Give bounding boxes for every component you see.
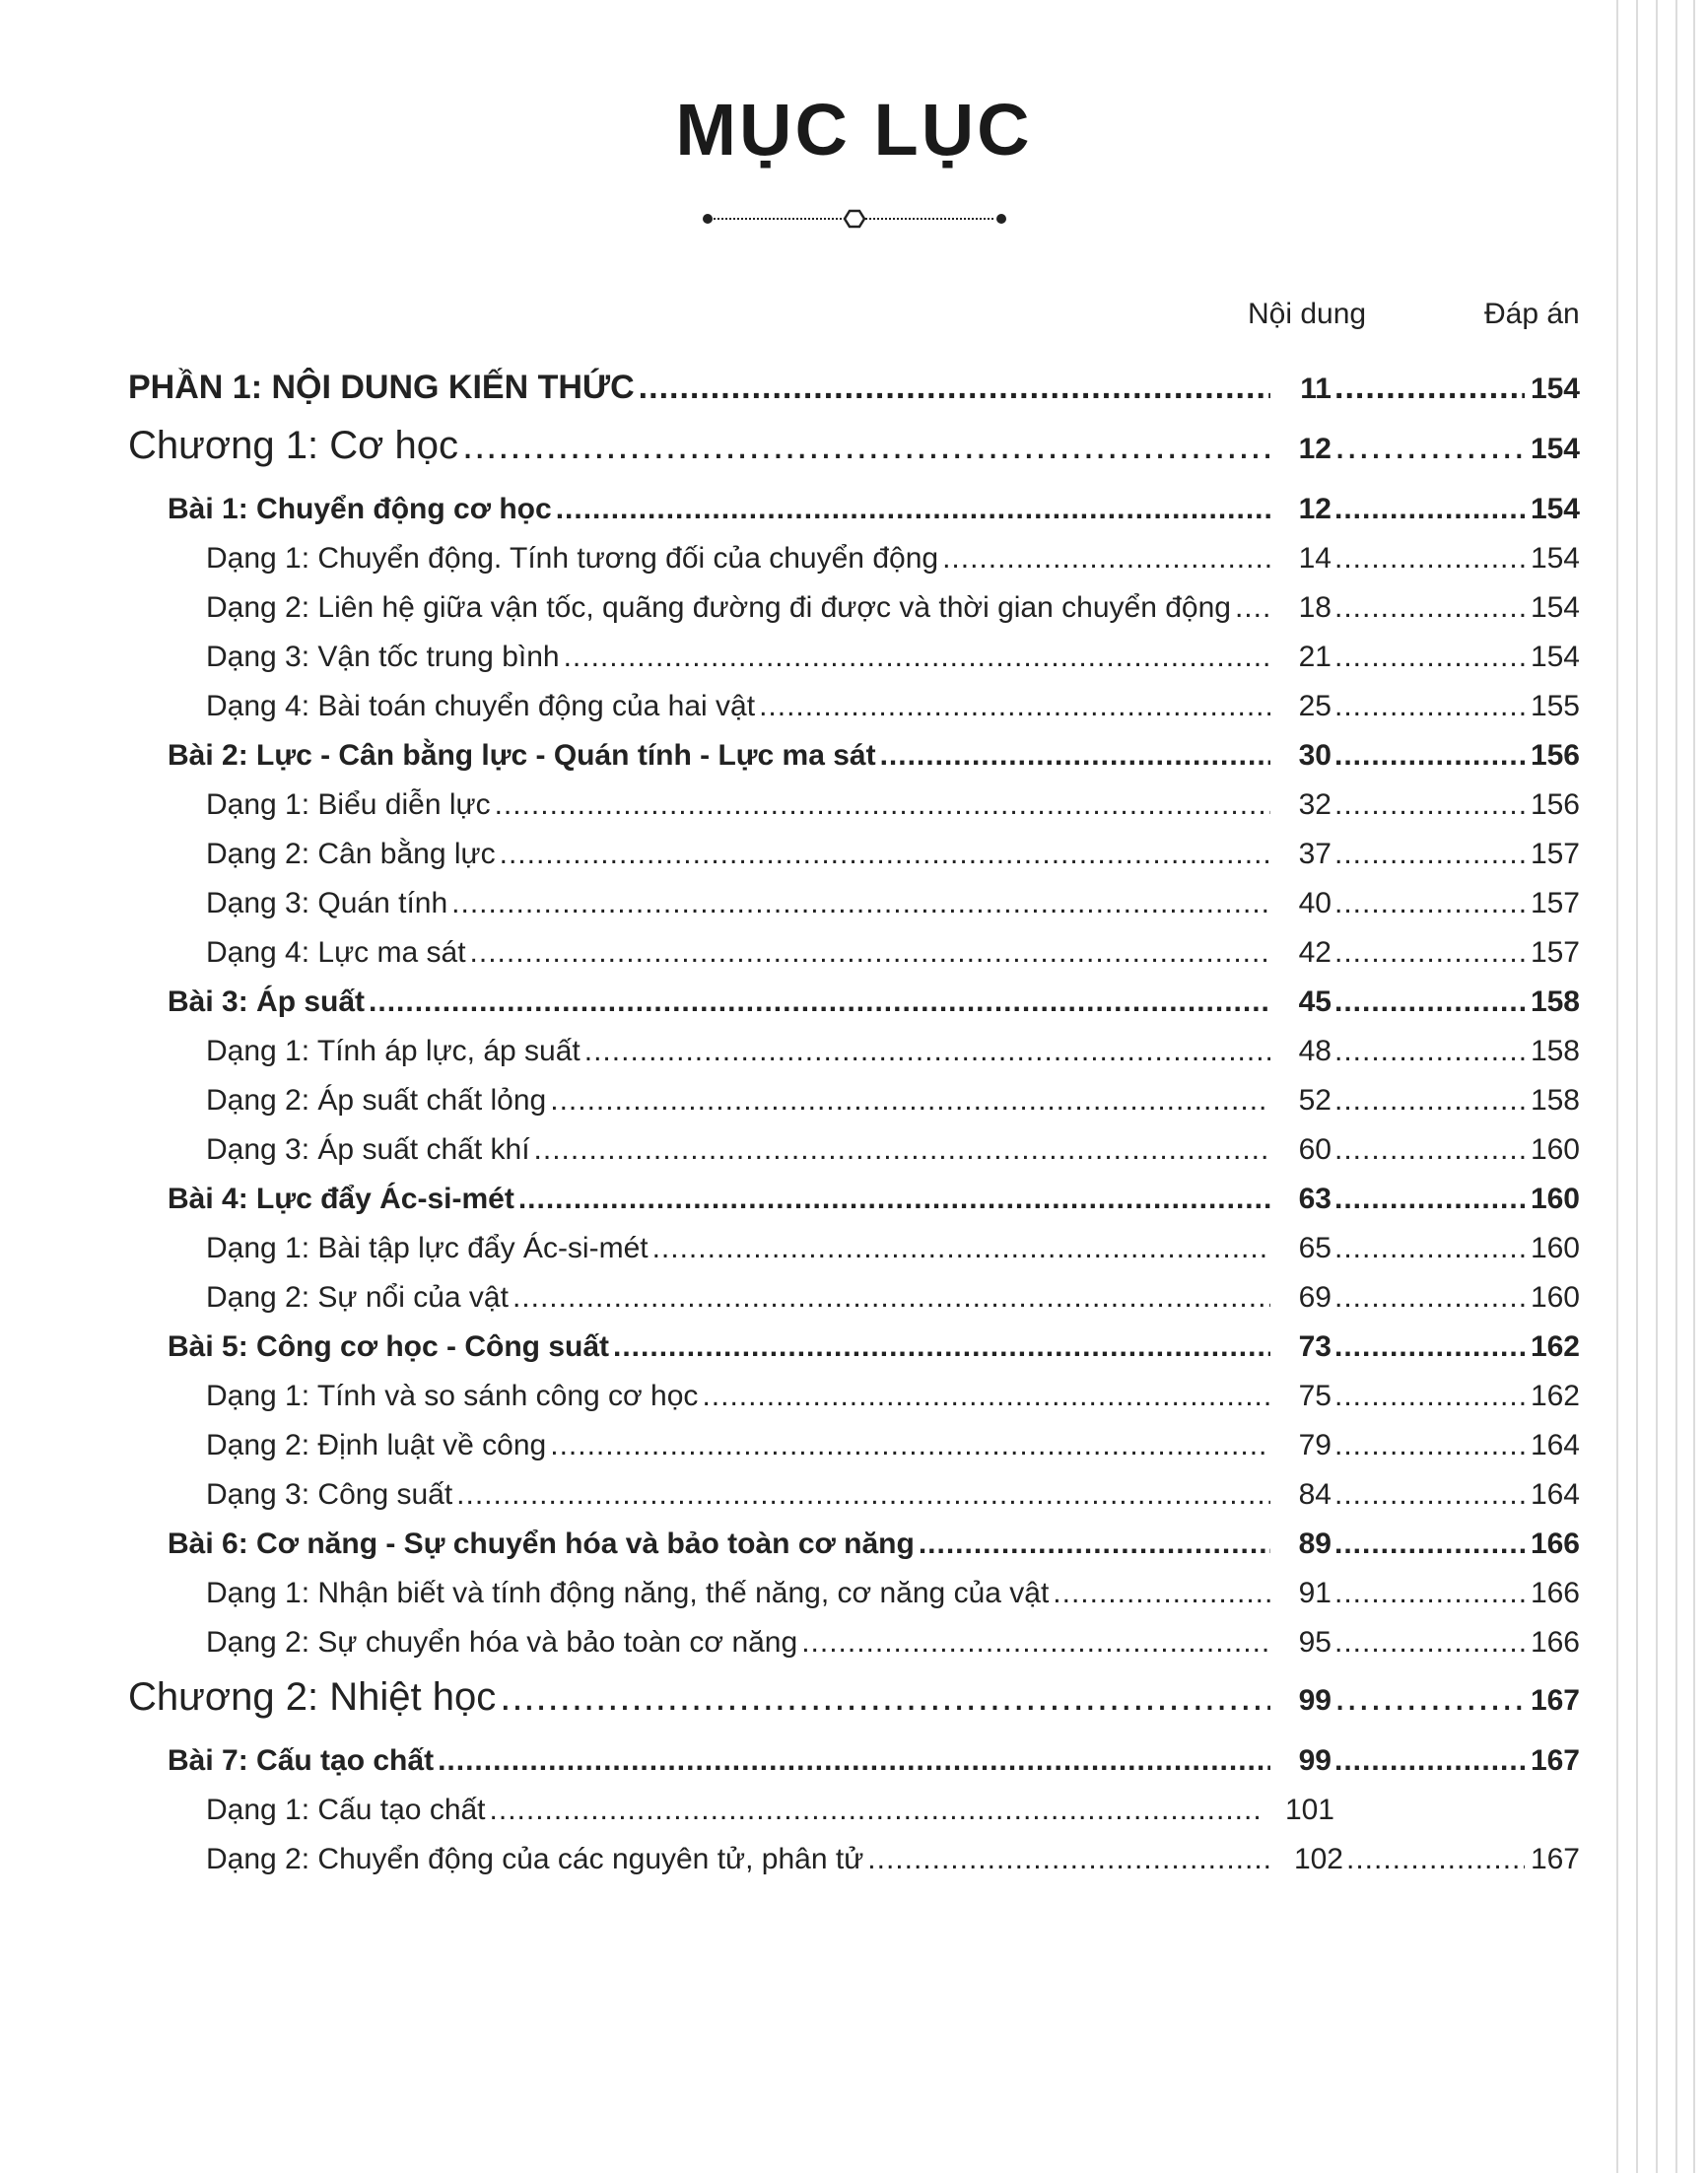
dot-leader (1334, 1744, 1525, 1778)
toc-entry-page: 73 (1298, 1330, 1332, 1363)
dot-leader (550, 1429, 1270, 1462)
dot-leader (1334, 788, 1525, 822)
toc-entry-form[interactable] (206, 1084, 1580, 1118)
toc-entry-lesson[interactable] (168, 1330, 1580, 1364)
toc-entry-title: Dạng 3: Quán tính (206, 887, 448, 919)
dot-leader (1334, 887, 1525, 920)
toc-entry-page: 60 (1298, 1133, 1332, 1166)
toc-entry-title: Bài 3: Áp suất (168, 985, 366, 1018)
toc-entry-title: Dạng 2: Sự chuyển hóa và bảo toàn cơ năng (206, 1626, 798, 1659)
toc-entry-form[interactable] (206, 1429, 1580, 1462)
dot-leader (639, 369, 1270, 407)
toc-entry-answer-page: 162 (1530, 1380, 1580, 1412)
toc-entry-form[interactable] (206, 1577, 1580, 1610)
toc-entry-title: Dạng 4: Bài toán chuyển động của hai vật (206, 690, 756, 722)
toc-entry-title: PHẦN 1: NỘI DUNG KIẾN THỨC (128, 369, 635, 406)
toc-entry-form[interactable] (206, 936, 1580, 970)
dot-leader (518, 1183, 1270, 1216)
toc-entry-form[interactable] (206, 788, 1580, 822)
dot-leader (1346, 1843, 1525, 1876)
toc-entry-form[interactable] (206, 1281, 1580, 1315)
dot-leader (867, 1843, 1270, 1876)
toc-entry-answer-page: 158 (1530, 1035, 1580, 1067)
toc-entry-form[interactable] (206, 1843, 1580, 1876)
toc-entry-title: Dạng 2: Áp suất chất lỏng (206, 1084, 547, 1117)
toc-entry-lesson[interactable] (168, 985, 1580, 1019)
dot-leader (1334, 1380, 1525, 1413)
dot-leader (1334, 1478, 1525, 1512)
dot-leader (1334, 1232, 1525, 1265)
toc-entry-page: 52 (1298, 1084, 1332, 1117)
toc-entry-page: 42 (1298, 936, 1332, 969)
toc-entry-part[interactable] (128, 369, 1580, 407)
page-edge-line (1616, 0, 1618, 2173)
toc-entry-page: 101 (1284, 1794, 1334, 1826)
page-edge-line (1656, 0, 1658, 2173)
dot-leader (1334, 493, 1525, 526)
dot-leader (1334, 739, 1525, 773)
toc-entry-answer-page: 154 (1530, 542, 1580, 575)
toc-entry-page: 95 (1298, 1626, 1332, 1659)
dot-leader (1334, 1281, 1525, 1315)
toc-entry-title: Dạng 1: Tính và so sánh công cơ học (206, 1380, 699, 1412)
toc-entry-page: 89 (1298, 1528, 1332, 1560)
toc-entry-answer-page: 160 (1530, 1232, 1580, 1264)
toc-entry-page: 48 (1298, 1035, 1332, 1067)
toc-entry-page: 30 (1298, 739, 1332, 772)
dot-leader (556, 493, 1270, 526)
toc-entry-lesson[interactable] (168, 739, 1580, 773)
toc-entry-answer-page: 157 (1530, 936, 1580, 969)
dot-leader (1235, 591, 1270, 625)
toc-entry-answer-page: 158 (1530, 985, 1580, 1018)
dot-leader (1334, 1035, 1525, 1068)
toc-entry-lesson[interactable] (168, 1528, 1580, 1561)
toc-entry-page: 63 (1298, 1183, 1332, 1215)
toc-entry-page: 84 (1298, 1478, 1332, 1511)
toc-entry-title: Dạng 3: Công suất (206, 1478, 453, 1511)
toc-entry-page: 91 (1298, 1577, 1332, 1609)
toc-entry-form[interactable] (206, 1232, 1580, 1265)
toc-entry-page: 32 (1298, 788, 1332, 821)
toc-entry-answer-page: 166 (1530, 1528, 1580, 1560)
toc-entry-title: Bài 7: Cấu tạo chất (168, 1744, 435, 1777)
dot-leader (490, 1794, 1262, 1827)
page-edge-line (1675, 0, 1677, 2173)
title-divider-ornament (702, 205, 1007, 233)
toc-entry-form[interactable] (206, 1035, 1580, 1068)
toc-entry-form[interactable] (206, 690, 1580, 723)
toc-entry-answer-page: 156 (1530, 739, 1580, 772)
toc-entry-page: 18 (1298, 591, 1332, 624)
dot-leader (1334, 1084, 1525, 1118)
toc-entry-form[interactable] (206, 1133, 1580, 1167)
toc-entry-title: Dạng 2: Sự nổi của vật (206, 1281, 509, 1314)
toc-entry-form[interactable] (206, 1794, 1580, 1827)
dot-leader (564, 641, 1270, 674)
toc-entry-page: 12 (1298, 493, 1332, 525)
toc-entry-answer-page: 166 (1530, 1626, 1580, 1659)
toc-entry-title: Dạng 1: Bài tập lực đẩy Ác-si-mét (206, 1232, 649, 1264)
toc-entry-answer-page: 157 (1530, 887, 1580, 919)
toc-entry-title: Bài 5: Công cơ học - Công suất (168, 1330, 610, 1363)
toc-entry-title: Dạng 2: Chuyển động của các nguyên tử, phân tử (206, 1843, 864, 1875)
toc-entry-title: Dạng 1: Tính áp lực, áp suất (206, 1035, 581, 1067)
dot-leader (584, 1035, 1270, 1068)
dot-leader (1334, 1528, 1525, 1561)
toc-entry-answer-page: 160 (1530, 1133, 1580, 1166)
toc-entry-page: 102 (1293, 1843, 1343, 1875)
toc-entry-page: 99 (1298, 1684, 1332, 1717)
toc-entry-title: Dạng 2: Cân bằng lực (206, 838, 496, 870)
page-edge-line (1693, 0, 1695, 2173)
dot-leader (1334, 1429, 1525, 1462)
toc-entry-page: 25 (1298, 690, 1332, 722)
toc-entry-page: 11 (1300, 373, 1332, 405)
toc-entry-form[interactable] (206, 838, 1580, 871)
toc-entry-page: 45 (1298, 985, 1332, 1018)
toc-entry-lesson[interactable] (168, 1183, 1580, 1216)
dot-leader (1334, 936, 1525, 970)
toc-entry-answer-page: 154 (1530, 591, 1580, 624)
toc-entry-title: Dạng 3: Vận tốc trung bình (206, 641, 560, 673)
toc-entry-title: Chương 2: Nhiệt học (128, 1675, 497, 1719)
toc-entry-page: 12 (1298, 433, 1332, 465)
toc-entry-title: Dạng 1: Nhận biết và tính động năng, thế năng, cơ năng của vật (206, 1577, 1050, 1609)
dot-leader (1334, 542, 1525, 576)
toc-entry-answer-page: 164 (1530, 1478, 1580, 1511)
toc-entry-form[interactable] (206, 1478, 1580, 1512)
column-header-content: Nội dung (1248, 298, 1367, 330)
toc-entry-answer-page: 166 (1530, 1577, 1580, 1609)
dot-leader (1334, 1133, 1525, 1167)
toc-entry-title: Dạng 3: Áp suất chất khí (206, 1133, 530, 1166)
toc-entry-page: 69 (1298, 1281, 1332, 1314)
dot-leader (438, 1744, 1270, 1778)
toc-entry-answer-page: 167 (1530, 1744, 1580, 1777)
dot-leader (759, 690, 1270, 723)
toc-entry-page: 37 (1298, 838, 1332, 870)
dot-leader (451, 887, 1270, 920)
toc-entry-title: Dạng 2: Định luật về công (206, 1429, 547, 1461)
toc-entry-form[interactable] (206, 641, 1580, 674)
toc-entry-page: 75 (1298, 1380, 1332, 1412)
dot-leader (500, 838, 1270, 871)
page-title: MỤC LỤC (675, 89, 1033, 170)
dot-leader (1053, 1577, 1270, 1610)
toc-entry-page: 21 (1298, 641, 1332, 673)
dot-leader (801, 1626, 1270, 1660)
toc-entry-answer-page: 160 (1530, 1183, 1580, 1215)
dot-leader (1334, 838, 1525, 871)
dot-leader (942, 542, 1270, 576)
toc-entry-title: Dạng 1: Chuyển động. Tính tương đối của chuyển động (206, 542, 939, 575)
toc-entry-form[interactable] (206, 542, 1580, 576)
toc-entry-title: Dạng 1: Cấu tạo chất (206, 1794, 486, 1826)
dot-leader (1334, 1183, 1525, 1216)
toc-entry-page: 99 (1298, 1744, 1332, 1777)
toc-entry-answer-page: 154 (1530, 493, 1580, 525)
dot-leader (919, 1528, 1270, 1561)
toc-entry-page: 14 (1298, 542, 1332, 575)
dot-leader (1334, 985, 1525, 1019)
toc-entry-title: Dạng 1: Biểu diễn lực (206, 788, 491, 821)
toc-entry-title: Bài 1: Chuyển động cơ học (168, 493, 552, 525)
toc-entry-answer-page: 157 (1530, 838, 1580, 870)
toc-entry-title: Dạng 4: Lực ma sát (206, 936, 466, 969)
toc-entry-form[interactable] (206, 591, 1580, 625)
toc-entry-page: 79 (1298, 1429, 1332, 1461)
column-header-answer: Đáp án (1484, 298, 1580, 330)
toc-entry-title: Bài 4: Lực đẩy Ác-si-mét (168, 1183, 514, 1215)
dot-leader (534, 1133, 1270, 1167)
toc-entry-form[interactable] (206, 887, 1580, 920)
toc-entry-title: Chương 1: Cơ học (128, 424, 458, 467)
toc-entry-chapter[interactable] (128, 1675, 1580, 1720)
dot-leader (1334, 591, 1525, 625)
toc-entry-answer-page: 167 (1530, 1843, 1580, 1875)
dot-leader (1334, 1330, 1525, 1364)
dot-leader (880, 739, 1270, 773)
toc-entry-form[interactable] (206, 1626, 1580, 1660)
toc-entry-page: 40 (1298, 887, 1332, 919)
toc-entry-answer-page: 154 (1530, 433, 1580, 465)
dot-leader (1334, 424, 1525, 468)
toc-entry-answer-page: 154 (1530, 373, 1580, 405)
dot-leader (652, 1232, 1270, 1265)
toc-entry-lesson[interactable] (168, 493, 1580, 526)
dot-leader (512, 1281, 1270, 1315)
dot-leader (702, 1380, 1270, 1413)
toc-entry-answer-page: 162 (1530, 1330, 1580, 1363)
dot-leader (1334, 1577, 1525, 1610)
page-edge-line (1636, 0, 1638, 2173)
toc-entry-chapter[interactable] (128, 424, 1580, 468)
toc-entry-title: Bài 2: Lực - Cân bằng lực - Quán tính - Lực ma sát (168, 739, 876, 772)
toc-entry-lesson[interactable] (168, 1744, 1580, 1778)
dot-leader (470, 936, 1270, 970)
toc-entry-answer-page: 164 (1530, 1429, 1580, 1461)
toc-entry-answer-page: 167 (1530, 1684, 1580, 1717)
dot-leader (550, 1084, 1270, 1118)
toc-entry-answer-page: 155 (1530, 690, 1580, 722)
toc-entry-answer-page: 158 (1530, 1084, 1580, 1117)
toc-entry-answer-page: 160 (1530, 1281, 1580, 1314)
dot-leader (1334, 1675, 1525, 1720)
toc-entry-form[interactable] (206, 1380, 1580, 1413)
dot-leader (369, 985, 1270, 1019)
dot-leader (1334, 641, 1525, 674)
dot-leader (495, 788, 1270, 822)
dot-leader (1334, 369, 1525, 407)
dot-leader (1334, 690, 1525, 723)
dot-leader (500, 1675, 1270, 1720)
toc-entry-answer-page: 156 (1530, 788, 1580, 821)
toc-entry-title: Dạng 2: Liên hệ giữa vận tốc, quãng đường đi được và thời gian chuyển động (206, 591, 1231, 624)
toc-entry-title: Bài 6: Cơ năng - Sự chuyển hóa và bảo toàn cơ năng (168, 1528, 915, 1560)
toc-entry-page: 65 (1298, 1232, 1332, 1264)
toc-entry-answer-page: 154 (1530, 641, 1580, 673)
dot-leader (462, 424, 1270, 468)
dot-leader (613, 1330, 1270, 1364)
dot-leader (456, 1478, 1270, 1512)
dot-leader (1334, 1626, 1525, 1660)
